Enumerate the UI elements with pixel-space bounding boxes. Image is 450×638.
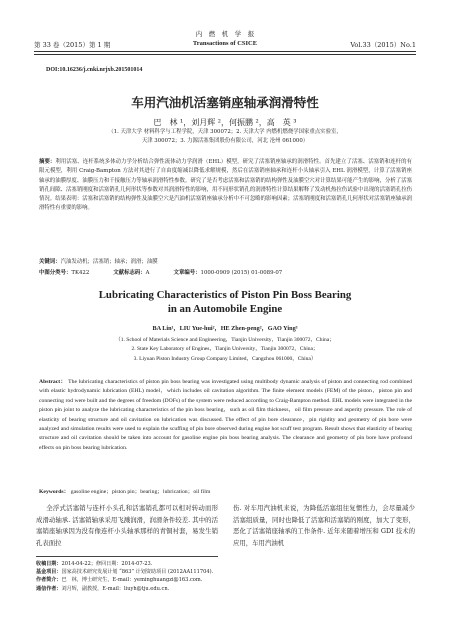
contact-value: 刘月辉，副教授，E-mail：liuyh@tju.edu.cn. (61, 585, 170, 592)
author-value: 巴 林，博士研究生，E-mail：yeminghuangzi@163.com. (61, 577, 203, 584)
footnote-author (36, 576, 416, 584)
title-zh: 车用汽油机活塞销座轴承润滑特性 (131, 95, 319, 110)
body-column-left: 全浮式活塞销与连杆小头孔和活塞销孔都可以相对转动而形成滑动轴承. 活塞销轴承采用飞溅润滑，润滑条件较差. 其中的活塞销座轴承因为没有像连杆小头轴承那样的青铜衬套，易发生销孔表面拉 (36, 504, 218, 547)
abstract-zh-text: 利用活塞、连杆系统多体动力学分析结合弹性流体动力学润滑（EHL）模型，研究了活塞销座轴承的润滑特性。首先建立了活塞、活塞销和连杆的有限元模型，利用 Craig-Bampton 方法对其进行了自由度缩减以降低求解规模，然后在活塞销座轴承和连杆小头轴承引入 EHL 润滑模型，计算了活塞销座轴承的油膜厚度、油膜压力和千接触压力等轴承润滑特性参数。研究了是否考虑活塞和活塞销的结构弹性及油膜空穴对计算结果可能产生的影响，分析了活塞销孔间隙、活塞销刚度和活塞销孔几何形状等参数对其润滑特性的影响，用不同形状销孔的润滑特性计算结果解释了发动机热拉伤试验中出现的活塞销孔拉伤情况。结果表明：活塞和活塞销的结构弹性及油膜空穴是汽油机活塞销座轴承分析中不可忽略的影响因素；活塞销刚度和活塞销孔几何形状对活塞销座轴承润滑特性有重要的影响。 (39, 159, 412, 212)
fund-label: 基金项目： (36, 569, 62, 576)
abstract-en-label: Abstract： (39, 379, 67, 385)
authors-en: BA Lin¹，LIU Yue-hui²，HE Zhen-peng²，GAO Ying³ (152, 325, 298, 332)
affiliation-en-line: （1. School of Materials Science and Engineering，Tianjin University，Tianjin 300072，China； (115, 337, 335, 343)
authors-zh: 巴 林 ¹，刘月辉 ²，何振鹏 ²，高 英 ³ (153, 118, 297, 127)
affiliation-en-line: 2. State Key Laboratory of Engines，Tianjin University，Tianjin 300072，China； (131, 346, 319, 353)
affiliations-en (0, 336, 450, 364)
footnote-received (36, 560, 416, 568)
affiliation-zh-line: 天津 300072；3. 力源活塞集团股份有限公司，河北 沧州 061000） (141, 138, 309, 144)
footnote-rule (36, 556, 218, 557)
header-rule-thin (34, 54, 416, 55)
classification-zh (39, 268, 412, 276)
id-label: 文章编号： (173, 270, 201, 276)
header-volume-issue-en: Vol.33（2015）No.1 (350, 41, 416, 49)
received-value: 2014-04-22；修回日期：2014-07-23. (61, 561, 153, 567)
fund-value: 国家高技术研究发展计划 “863” 计划资助项目 (2012AA111704). (61, 569, 214, 576)
abstract-zh (39, 158, 412, 214)
author-label: 作者简介： (36, 577, 62, 584)
footnote-contact (36, 585, 416, 593)
affiliations-zh (55, 128, 395, 146)
doi: DOI:10.16236/j.cnki.nrjxb.201501014 (46, 67, 143, 73)
journal-name-en: Transactions of CSICE (192, 40, 258, 47)
title-en-line: Lubricating Characteristics of Piston Pin Boss Bearing (98, 289, 352, 301)
doc-label: 文献标志码： (113, 270, 146, 276)
keywords-zh-label: 关键词： (39, 259, 61, 265)
keywords-zh (39, 257, 412, 265)
title-en (0, 288, 450, 316)
footnote-fund (36, 568, 416, 576)
doc-value: A (145, 270, 150, 276)
abstract-en (39, 378, 412, 453)
footnote (36, 560, 416, 593)
keywords-zh-text: 汽油发动机；活塞销；轴承；润滑；油膜 (60, 259, 158, 265)
article-id (174, 268, 283, 276)
affiliation-en-line: 3. Liyuan Piston Industry Group Company Limited，Cangzhou 061000，China） (133, 355, 317, 362)
clc-value: TK422 (71, 270, 90, 276)
abstract-zh-label: 摘要： (39, 159, 56, 165)
affiliation-zh-line: （1. 天津大学 材料科学与工程学院，天津 300072；2. 天津大学 内燃机燃烧学国家重点实验室， (108, 129, 342, 135)
title-en-line: in an Automobile Engine (167, 303, 283, 315)
body-column-right: 伤. 对车用汽油机来说，为降低活塞组往复惯性力，会尽量减少活塞组质量，同时也降低了活塞和活塞销的刚度，加大了变形，恶化了活塞销座轴承的工作条件. 近年来随着增压和 GDI 技术的应用，车用汽油机 (233, 504, 415, 547)
abstract-en-text: The lubricating characteristics of piston pin boss bearing was investigated using multibody dynamic analysis of piston and connecting rod combined with elastic hydrodynamic lubrication (EHL) model，which includes oil cavitation algorithm. The finite element models (FEM) of the piston，piston pin and connecting rod were built and the degrees of freedom (DOFs) of the system were reduced according to Craig-Bampton method. EHL models were integrated in the piston pin joint to analyze the lubricating characteristics of the pin boss bearing，such as oil film thickness，oil film pressure and asperity pressure. The role of elasticity of bearing structure and oil cavitation on lubrication was discussed. The effect of pin bore clearance，pin rigidity and geometry of pin bore were analyzed and simulation results were used to explain the scuffing of pin bore observed during engine hot scuff test program. Result shows that elasticity of bearing structure and oil cavitation should be taken into account for gasoline engine pin boss bearing analysis. The clearance and geometry of pin bore have profound effects on pin boss bearing lubrication. (39, 379, 412, 451)
received-label: 收稿日期： (36, 561, 62, 567)
keywords-en (39, 486, 412, 495)
journal-name-zh: 内 燃 机 学 报 (195, 30, 255, 38)
keywords-en-text: gasoline engine；piston pin；bearing；lubrication；oil film (70, 489, 211, 495)
keywords-en-label: Keywords： (39, 489, 70, 495)
header-volume-issue: 第 33 卷（2015）第 1 期 (34, 41, 111, 49)
id-value: 1000-0909 (2015) 01-0089-07 (200, 270, 283, 276)
contact-label: 通信作者： (36, 585, 62, 592)
clc-number (39, 268, 89, 276)
header-rule (34, 51, 416, 52)
clc-label: 中图分类号： (39, 270, 72, 276)
document-code (113, 268, 149, 276)
